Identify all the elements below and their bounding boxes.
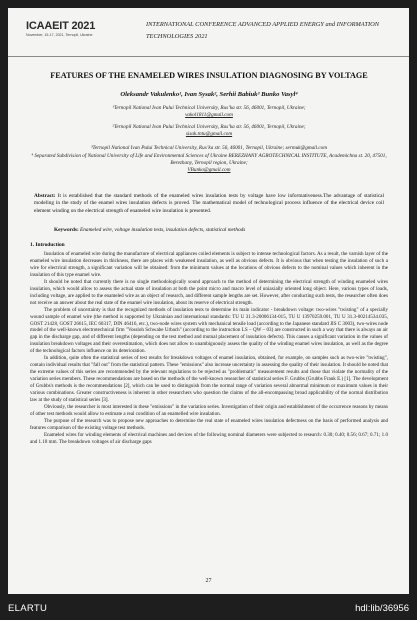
conference-name: INTERNATIONAL CONFERENCE ADVANCED APPLIED ENERGY and INFORMATION TECHNOLOGIES 2021 xyxy=(146,21,380,40)
abstract xyxy=(34,193,384,215)
affiliation-text: ¹Ternopil National Ivan Pului Technical University, Rus’ka str. 56, 46001, Ternopil, Ukraine; xyxy=(112,105,306,111)
repository-label: ELARTU xyxy=(8,603,48,614)
body-paragraph: Enameled wires for winding elements of electrical machines and devices of the following nominal diameters were subjected to research: 0.30; 0.40; 0.56; 0.67; 0.71; 1.0 and 1.18 mm. The breakdown voltages of air discharge gaps xyxy=(30,431,388,445)
body-paragraph: It should be noted that currently there is no single methodologically sound approach to the method of determining the electrical strength of winding enameled wires insulation, which would allow to assess the actual state of insulation at both the point micro and macro level of uniaxially oriented long object. Here, various types of loads, including voltage, are applied to the enameled wire as an object of research, and different sample lengths are set. However, after conducting such tests, the researcher often does not receive an answer about the real state of the enamel wire insulation, about its reserve of electrical strength. xyxy=(30,278,388,306)
paper-authors: Oleksandr Vakulenko¹, Ivan Sysak², Serhii Babiuk³ Bunko Vasyl⁴ xyxy=(120,91,298,98)
body-paragraph: Obviously, the researcher is most interested in these "emissions" in the variation series. Investigation of their origin and establishment of the occurrence reasons by means of other test methods would allow to estimate a real condition of an enamelled wire insulation. xyxy=(30,403,388,417)
body-paragraph: Insulation of enameled wire during the manufacture of electrical appliances coiled elements is subject to intense technological factors. As a result, the varnish layer of the enameled wire insulation decreases in thickness, there are places with weakened insulation, as well as obvious defects. It is obvious that when testing the insulation of such a wire for electrical strength, a significant variation will be obtained: from the minimum values at the locations of obvious defects to the nominal values which inherent in the insulation of this type enamel wire. xyxy=(30,251,388,278)
handle-identifier[interactable]: hdl:lib/36956 xyxy=(355,603,409,614)
author-email[interactable]: vakol1811@gmail.com xyxy=(185,112,233,118)
section-heading: 1. Introduction xyxy=(30,242,65,248)
page-number: 27 xyxy=(205,578,212,584)
author-email[interactable]: VBunko@gmail.com xyxy=(187,167,231,173)
affiliation-text: ³Ternopil National Ivan Pului Technical University, Rus’ka str. 56, 46001, Ternopil, Ukraine; sermuk@gmail.com xyxy=(90,145,327,151)
author-email[interactable]: sisak.tntu@gmail.com xyxy=(185,131,233,137)
keywords-label: Keywords: xyxy=(54,227,79,233)
affiliation-3 xyxy=(30,145,388,152)
conference-logo xyxy=(26,20,118,50)
document-page xyxy=(8,8,409,594)
keywords-text: Enameled wire, voltage insulation tests, insulation defects, statistical methods xyxy=(80,227,246,233)
body-paragraph: The problem of uncertainty is that the recognized methods of insulation tests to determine its main indicator - breakdown voltage: two-wires "twisting" of a specially wound sample of enamel wire (the method is supported by Ukrainian and international standards: TU U 31.3-20006134-015, TU U 13970259.001, TU U 31.3-00214534.035, GOST 21428, GOST 26615, IEC 60317, DIN 46416, etc.), two-node wires system with mechanical tensile load (according to the Japanese standard JIS C 3003), two-wires node model of the well-known electrotechnical firm "Vossloh Schwabe Urbach" (according to the instruction LS – QW – 03) are constructed in such a way that there is always an air gap in the discharge gap, and of different lengths (depending on the test method and mutual placement of insulation defects). This causes a significant variation in the values of insulation breakdown voltages and their overestimation, which does not allow to unambiguously assess the quality of the winding enamel wires insulation, as well as the degree of the technological factors influence on its deterioration. xyxy=(30,306,388,355)
paper-title: FEATURES OF THE ENAMELED WIRES INSULATION DIAGNOSING BY VOLTAGE xyxy=(50,71,368,80)
affiliation-text: ²Ternopil National Ivan Pului Technical University, Rus’ka str. 56, 46001, Ternopil, Ukraine; xyxy=(112,124,306,130)
body-paragraph: In addition, quite often the statistical series of test results for breakdown voltages of enamel insulation, obtained, for example, on samples such as two-wire "twisting", contain individual results that "fall out" from the statistical pattern. These "emissions" also increase uncertainty in assessing the quality of their insulation. It should be noted that the extreme values of this series are recommended by the relevant regulations to be rejected as "problematic" measurement results and those that violate the normality of the variation series members. These recommendations are based on the methods of the well-known researcher of statistical series F. Grubbs (Grubbs Frank E.) [1]. The development of Grubbs's methods is the recommendations [2], which can be used to distinguish from the normal range of variation several abnormal minimum or maximum values in their various combinations. Greater constructiveness is inherent in other researchers who question the claims of the all-encompassing broad applicability of the normal distribution law at the study of statistical series [3]. xyxy=(30,355,388,404)
keywords xyxy=(54,227,384,234)
abstract-label: Abstract: xyxy=(34,193,56,199)
logo-subtext: November, 15-17, 2021, Ternopil, Ukraine xyxy=(26,33,93,37)
body-paragraph: The purpose of the research was to propose new approaches to determine the real state of enameled wires insulation defectness on the basis of performed analysis and features comparison of the existing voltage test methods. xyxy=(30,417,388,431)
affiliation-2 xyxy=(30,124,388,138)
abstract-text: It is established that the standard methods of the enameled wires insulation tests by voltage have low informativeness.The advantage of statistical modeling in the study of the enamel wires insulation defects is proved. The mathematical model of technological process influence of the electrical device coil element winding on the electrical strength of enameled wire insulation is presented. xyxy=(34,193,384,214)
affiliation-text: ⁴ Separated Subdivision of National University of Life and Environmental Sciences of Ukraine BEREZHANY AGROTECHNICAL INSTITUTE, Academichna st. 20, 47501, Berezhany, Ternopil region, Ukraine; xyxy=(31,153,387,166)
affiliation-4 xyxy=(30,153,388,174)
body-text xyxy=(30,251,388,569)
logo-text: ICAAEIT 2021 xyxy=(26,20,96,32)
affiliation-1 xyxy=(30,105,388,119)
conference-header xyxy=(8,8,409,57)
